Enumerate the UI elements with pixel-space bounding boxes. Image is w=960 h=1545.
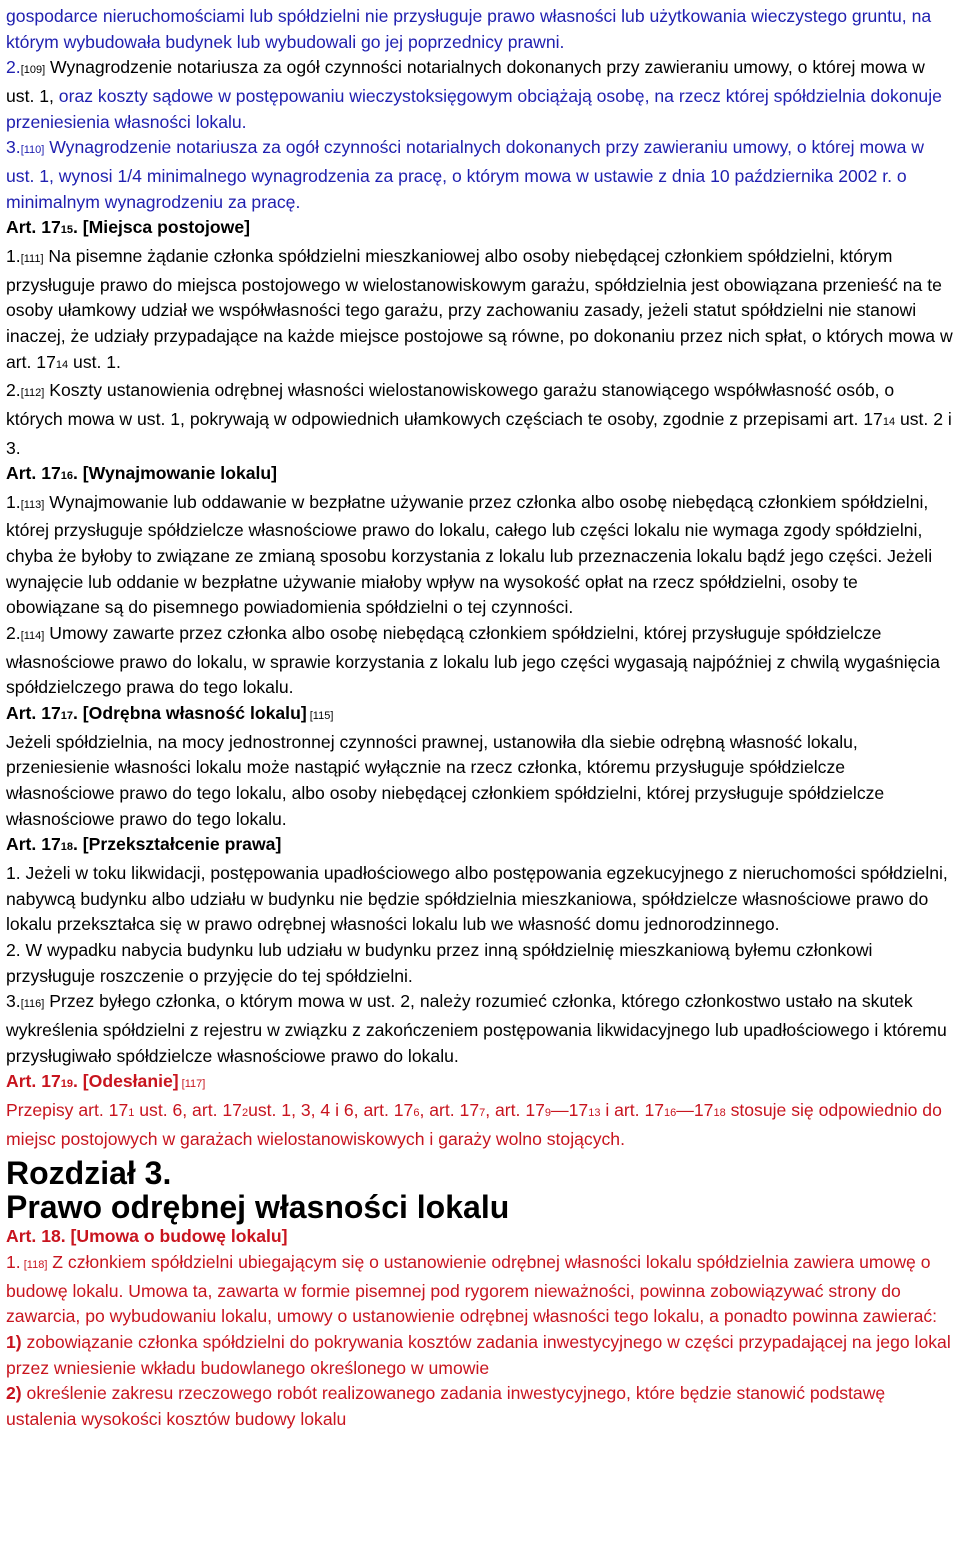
paragraph-7 [6,621,954,701]
paragraph-12 [6,1098,954,1152]
article-heading [6,461,954,490]
paragraph-10 [6,938,954,989]
article-number: Art. 17 [6,1071,61,1092]
article-superscript: 13 [588,1106,601,1119]
paragraph-6 [6,490,954,621]
paragraph-text: Umowy zawarte przez członka albo osobę niebędącą członkiem spółdzielni, której przysługuje spółdzielcze własnościowe prawo do lokalu, w sprawie korzystania z lokalu lub jego części wygasają najpóźniej z chwilą wygaśnięcia spółdzielczego prawa do tego lokalu. [6,623,940,698]
paragraph-5 [6,378,954,461]
article-superscript: 14 [55,358,69,371]
paragraph-text: ust. 2 i 3. [6,408,952,458]
paragraph-3 [6,135,954,215]
paragraph-text: Z członkiem spółdzielni ubiegającym się o ustanowienie odrębnej własności lokalu spółdzielnia zawiera umowę o budowę lokalu. Umowa ta, zawarta w formie pisemnej pod rygorem nieważności, powinna zobowiązywać strony do zawarcia, po wybudowaniu lokalu, umowy o ustanowienie odrębnej własności tego lokalu, a ponadto powinna zawierać: [6,1251,938,1327]
paragraph-number: 1. [6,1251,21,1272]
paragraph-text: Koszty ustanowienia odrębnej własności wielostanowiskowego garażu stanowiącego współwłasność osób, o których mowa w ust. 1, pokrywają w odpowiednich ułamkowych częściach te osoby, zgodnie z przepisami art. 17 [6,380,895,429]
paragraph-text: ust. 6, art. 17 [134,1099,242,1120]
paragraph-11 [6,989,954,1069]
list-item-number: 1) [6,1331,22,1352]
list-item [6,1381,954,1432]
paragraph-8 [6,730,954,833]
footnote-ref[interactable]: [116] [20,998,45,1011]
chapter-number: Rozdział 3. [6,1155,172,1192]
paragraph-text: ust. 1. [68,351,121,372]
article-number: Art. 17 [6,834,61,855]
list-item-number: 2) [6,1383,22,1404]
paragraph-text: Przepisy art. 17 [6,1099,129,1120]
article-superscript: 16 [664,1106,677,1119]
paragraph-text: 2. W wypadku nabycia budynku lub udziału w budynku przez inną spółdzielnię mieszkaniową byłemu członkowi przysługuje roszczenie o przyjęcie do tej spółdzielni. [6,939,873,986]
article-title: . [Przekształcenie prawa] [73,834,282,855]
article-heading [6,701,954,730]
paragraph-4 [6,244,954,378]
paragraph-number: 2. [6,57,21,78]
article-superscript: 15 [60,224,74,237]
paragraph-2 [6,55,954,135]
paragraph-text: stosuje się odpowiednio do miejsc postojowych w garażach wielostanowiskowych i garaży wolno stojących. [6,1099,942,1149]
paragraph-text: , art. 17 [419,1099,480,1120]
paragraph-number: 2. [6,380,21,401]
footnote-ref[interactable]: [113] [20,498,45,511]
paragraph-text: Na pisemne żądanie członka spółdzielni mieszkaniowej albo osoby niebędącej członkiem spółdzielni, którym przysługuje prawo do miejsca postojowego w wielostanowiskowym garażu, spółdzielnia jest obowiązana przenieść na te osoby ułamkowy udział we współwłasności tego garażu, przy zachowaniu zasady, jeżeli statut spółdzielni nie stanowi inaczej, że udziały przypadające na każde miejsce postojowe są równe, po dokonaniu przez nich spłat, o których mowa w art. 17 [6,245,953,372]
article-title: . [Wynajmowanie lokalu] [73,463,278,484]
article-superscript: 18 [60,841,74,854]
article-superscript: 19 [60,1078,74,1091]
list-item-text: określenie zakresu rzeczowego robót realizowanego zadania inwestycyjnego, które będzie stanowić podstawę ustalenia wysokości kosztów budowy lokalu [6,1383,886,1429]
footnote-ref[interactable]: [114] [20,630,45,643]
paragraph-text: , art. 17 [485,1099,545,1120]
article-number: Art. 17 [6,703,61,724]
article-superscript: 6 [413,1106,420,1119]
paragraph-number: 1. [6,245,21,266]
footnote-ref[interactable]: [118] [20,1258,48,1271]
article-superscript: 14 [882,415,896,428]
footnote-ref[interactable]: [112] [20,387,45,400]
paragraph-number: 1. [6,491,21,512]
article-number: Art. 17 [6,217,61,238]
article-superscript: 7 [479,1106,486,1119]
article-superscript: 9 [544,1106,552,1119]
list-item-text: zobowiązanie członka spółdzielni do pokrywania kosztów zadania inwestycyjnego w części przypadającej na jego lokal przez wniesienie wkładu budowlanego określonego w umowie [6,1331,951,1378]
paragraph-text: oraz koszty sądowe w postępowaniu wieczystoksięgowym obciążają osobę, na rzecz której spółdzielnia dokonuje przeniesienia własności lokalu. [6,85,942,132]
article-number: Art. 17 [6,463,61,484]
article-heading [6,832,954,861]
article-title: . [Odrębna własność lokalu] [73,703,307,724]
paragraph-text: gospodarce nieruchomościami lub spółdzielni nie przysługuje prawo własności lub użytkowania wieczystego gruntu, na którym wybudowała budynek lub wybudowali go jej poprzednicy prawni. [6,6,932,52]
article-superscript: 17 [60,710,74,723]
paragraph-text: —17 [676,1099,714,1120]
footnote-ref[interactable]: [109] [20,64,46,77]
paragraph-continuation [6,4,954,55]
article-heading [6,215,954,244]
article-title: Art. 18. [Umowa o budowę lokalu] [6,1226,288,1247]
article-heading [6,1069,954,1098]
paragraph-number: 3. [6,991,21,1012]
paragraph-13 [6,1250,954,1330]
paragraph-text: Przez byłego członka, o którym mowa w ust. 2, należy rozumieć członka, którego członkostwo ustało na skutek wykreślenia spółdzielni z rejestru w związku z zakończeniem postępowania likwidacyjnego lub upadłościowego i któremu przysługiwało spółdzielcze własnościowe prawo do lokalu. [6,991,947,1066]
article-superscript: 1 [128,1106,135,1119]
paragraph-9 [6,861,954,938]
footnote-ref[interactable]: [110] [20,144,45,157]
paragraph-text: Wynagrodzenie notariusza za ogół czynności notarialnych dokonanych przy zawieraniu umowy, o której mowa w ust. 1, [6,57,925,106]
article-superscript: 16 [60,470,74,483]
article-superscript: 18 [713,1106,726,1119]
paragraph-text: Jeżeli spółdzielnia, na mocy jednostronnej czynności prawnej, ustanowiła dla siebie odrębną własność lokalu, przeniesienie własności lokalu może nastąpić wyłącznie na rzecz członka, któremu przysługuje spółdzielcze własnościowe prawo do tego lokalu, albo osoby niebędącej członkiem spółdzielni, której przysługuje spółdzielcze własnościowe prawo do tego lokalu. [6,731,885,829]
article-title: . [Miejsca postojowe] [73,217,250,238]
list-item [6,1330,954,1381]
footnote-ref[interactable]: [115] [306,710,334,723]
article-heading [6,1224,954,1250]
paragraph-number: 3. [6,137,21,158]
paragraph-text: Wynagrodzenie notariusza za ogół czynności notarialnych dokonanych przy zawieraniu umowy, o której mowa w ust. 1, wynosi 1/4 minimalnego wynagrodzenia za pracę, o którym mowa w ustawie z dnia 10 października 2002 r. o minimalnym wynagrodzeniu za pracę. [6,137,924,212]
paragraph-text: Wynajmowanie lub oddawanie w bezpłatne używanie przez członka albo osobę niebędącą członkiem spółdzielni, której przysługuje spółdzielcze własnościowe prawo do lokalu, całego lub części lokalu nie wymaga zgody spółdzielni, chyba że byłoby to związane ze zmianą sposobu korzystania z lokalu lub przeznaczenia lokalu bądź jego części. Jeżeli wynajęcie lub oddanie w bezpłatne używanie miałoby wpływ na wysokość opłat na rzecz spółdzielni, osoby te obowiązane są do pisemnego powiadomienia spółdzielni o tej czynności. [6,491,933,618]
paragraph-number: 2. [6,623,21,644]
chapter-title: Prawo odrębnej własności lokalu [6,1189,510,1226]
paragraph-text: 1. Jeżeli w toku likwidacji, postępowania upadłościowego albo postępowania egzekucyjnego z nieruchomości spółdzielni, nabywcą budynku albo udziału w budynku nie będzie spółdzielnia mieszkaniowa, spółdzielcze własnościowe prawo do lokalu przekształca się w prawo odrębnej własności lokalu lub we własność domu jednorodzinnego. [6,863,948,935]
footnote-ref[interactable]: [117] [178,1078,206,1091]
paragraph-text: —17 [551,1099,589,1120]
paragraph-text: i art. 17 [600,1099,665,1120]
footnote-ref[interactable]: [111] [20,252,44,265]
article-superscript: 2 [241,1106,249,1119]
paragraph-text: ust. 1, 3, 4 i 6, art. 17 [248,1099,414,1120]
article-title: . [Odesłanie] [73,1071,179,1092]
